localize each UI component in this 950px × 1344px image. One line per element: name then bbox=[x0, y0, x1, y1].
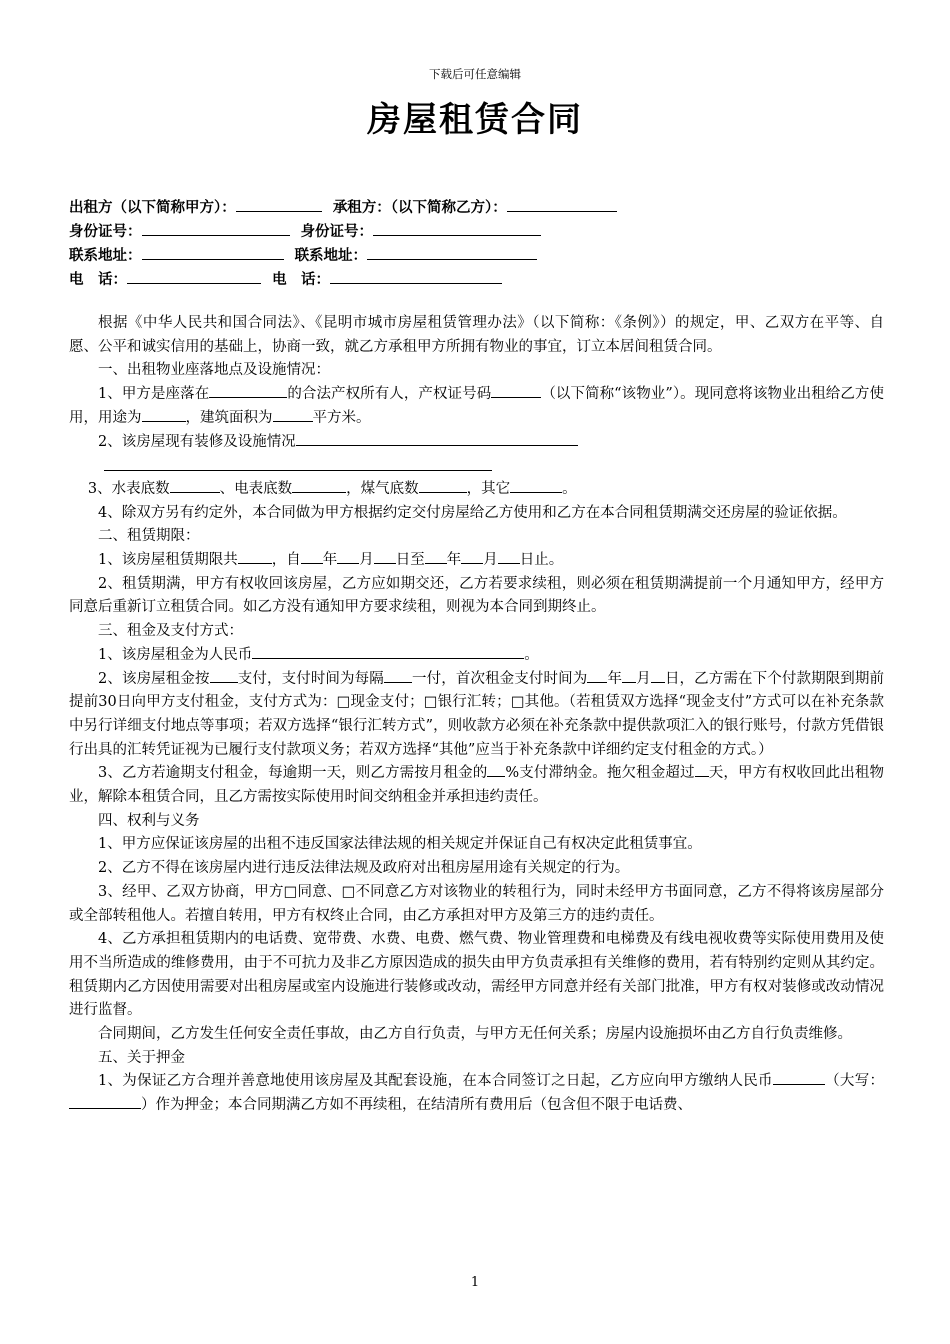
section-1-item-4: 4、除双方另有约定外，本合同做为甲方根据约定交付房屋给乙方使用和乙方在本合同租赁期满交还房屋的验证依据。 bbox=[98, 504, 847, 521]
section-2-heading: 二、租赁期限： bbox=[98, 528, 200, 545]
section-4-item-2: 2、乙方不得在该房屋内进行违反法律法规及政府对出租房屋用途有关规定的行为。 bbox=[98, 860, 630, 877]
section-4-item-5: 合同期间，乙方发生任何安全责任事故，由乙方自行负责，与甲方无任何关系；房屋内设施损坏由乙方自行负责维修。 bbox=[98, 1026, 852, 1043]
start-year-blank[interactable] bbox=[301, 549, 323, 564]
id-a-label: 身份证号： bbox=[69, 223, 142, 240]
section-3-item-2: 2、该房屋租金按 支付，支付时间为每隔 一付，首次租金支付时间为 年 月 日，乙方需在下个付款期限到期前提前30日向甲方支付租金，支付方式为：□现金支付；□银行汇转；□其他。（若租赁双方选择“现金支付”方式可以在补充条款中另行详细支付地点等事项；若双方选择“银行汇转方式”，则收款方必须在补充条款中提供款项汇入的银行账号，付款方凭借银行出具的汇转凭证视为已履行支付款项义务；若双方选择“其他”应当于补充条款中详细约定支付租金的方式。） bbox=[69, 668, 884, 763]
id-a-blank[interactable] bbox=[142, 221, 290, 236]
section-2-item-1: 1、该房屋租赁期限共 ，自 年 月 日至 年 月 日止。 bbox=[69, 549, 884, 573]
location-blank[interactable] bbox=[209, 383, 287, 398]
facilities-blank[interactable] bbox=[296, 431, 578, 446]
section-5-item-1: 1、为保证乙方合理并善意地使用该房屋及其配套设施，在本合同签订之日起，乙方应向甲方缴纳人民币 （大写：）作为押金；本合同期满乙方如不再续租，在结清所有费用后（包含但不限于电话费、 bbox=[69, 1070, 884, 1117]
tel-a-label: 电 话： bbox=[69, 271, 127, 288]
late-fee-rate-blank[interactable] bbox=[487, 762, 505, 777]
lessee-label: 承租方：（以下简称乙方）： bbox=[332, 199, 507, 216]
section-4-item-1: 1、甲方应保证该房屋的出租不违反国家法律法规的相关规定并保证自己有权决定此租赁事宜。 bbox=[98, 836, 702, 853]
start-day-blank[interactable] bbox=[374, 549, 396, 564]
pay-unit-blank[interactable] bbox=[210, 668, 238, 683]
deed-number-blank[interactable] bbox=[491, 383, 541, 398]
usage-blank[interactable] bbox=[142, 407, 186, 422]
addr-a-label: 联系地址： bbox=[69, 247, 142, 264]
rent-amount-blank[interactable] bbox=[252, 644, 524, 659]
party-line-phone bbox=[69, 268, 502, 289]
section-1-item-2: 2、该房屋现有装修及设施情况 bbox=[69, 431, 884, 455]
id-b-label: 身份证号： bbox=[300, 223, 374, 240]
header-note: 下载后可任意编辑 bbox=[429, 67, 521, 81]
section-3-item-3: 3、乙方若逾期支付租金，每逾期一天，则乙方需按月租金的 %支付滞纳金。拖欠租金超过 天，甲方有权收回此出租物业，解除本租赁合同，且乙方需按实际使用时间交纳租金并承担违约责任。 bbox=[69, 762, 884, 809]
tel-b-label: 电 话： bbox=[272, 271, 331, 288]
overdue-days-blank[interactable] bbox=[695, 762, 709, 777]
section-3-heading: 三、租金及支付方式： bbox=[98, 623, 243, 640]
other-meter-blank[interactable] bbox=[510, 478, 562, 493]
deposit-words-blank[interactable] bbox=[69, 1094, 141, 1109]
first-pay-month-blank[interactable] bbox=[622, 668, 636, 683]
pay-interval-blank[interactable] bbox=[384, 668, 412, 683]
first-pay-day-blank[interactable] bbox=[651, 668, 665, 683]
electric-meter-blank[interactable] bbox=[292, 478, 346, 493]
tel-a-blank[interactable] bbox=[127, 269, 261, 284]
area-blank[interactable] bbox=[273, 407, 313, 422]
water-meter-blank[interactable] bbox=[170, 478, 220, 493]
lessor-label: 出租方（以下简称甲方）： bbox=[69, 199, 236, 216]
addr-b-blank[interactable] bbox=[367, 245, 537, 260]
lessee-blank[interactable] bbox=[507, 197, 617, 212]
facilities-blank-line-2[interactable] bbox=[69, 454, 884, 478]
section-4-item-4: 4、乙方承担租赁期内的电话费、宽带费、水费、电费、燃气费、物业管理费和电梯费及有线电视收费等实际使用费用及使用不当所造成的维修费用，由于不可抗力及非乙方原因造成的损失由甲方负责承担有关维修的费用，若有特别约定则从其约定。租赁期内乙方因使用需要对出租房屋或室内设施进行装修或改动，需经甲方同意并经有关部门批准，甲方有权对装修或改动情况进行监督。 bbox=[69, 931, 884, 1019]
end-year-blank[interactable] bbox=[425, 549, 447, 564]
section-3-item-1: 1、该房屋租金为人民币 。 bbox=[69, 644, 884, 668]
section-4-item-3: 3、经甲、乙双方协商，甲方□同意、□不同意乙方对该物业的转租行为，同时未经甲方书面同意，乙方不得将该房屋部分或全部转租他人。若擅自转用，甲方有权终止合同，由乙方承担对甲方及第三方的违约责任。 bbox=[69, 883, 884, 924]
deposit-amount-blank[interactable] bbox=[773, 1070, 825, 1085]
section-1-item-3: 3、水表底数 、电表底数 ，煤气底数 ，其它 。 bbox=[69, 478, 884, 502]
id-b-blank[interactable] bbox=[373, 221, 541, 236]
page-number: 1 bbox=[470, 1275, 480, 1290]
party-line-id bbox=[69, 220, 541, 241]
section-1-heading: 一、出租物业座落地点及设施情况： bbox=[98, 362, 330, 379]
addr-b-label: 联系地址： bbox=[294, 247, 368, 264]
tel-b-blank[interactable] bbox=[330, 269, 502, 284]
lessor-blank[interactable] bbox=[236, 197, 322, 212]
party-line-names bbox=[69, 196, 617, 217]
section-4-heading: 四、权利与义务 bbox=[98, 812, 200, 829]
end-day-blank[interactable] bbox=[498, 549, 520, 564]
party-line-address bbox=[69, 244, 537, 265]
contract-body bbox=[69, 312, 884, 1118]
document-title: 房屋租赁合同 bbox=[367, 100, 583, 140]
start-month-blank[interactable] bbox=[337, 549, 359, 564]
section-1-item-1: 1、甲方是座落在 的合法产权所有人，产权证号码 （以下简称“该物业”）。现同意将该物业出租给乙方使用，用途为 ，建筑面积为 平方米。 bbox=[69, 383, 884, 430]
addr-a-blank[interactable] bbox=[142, 245, 284, 260]
intro-paragraph: 根据《中华人民共和国合同法》、《昆明市城市房屋租赁管理办法》（以下简称：《条例》）的规定，甲、乙双方在平等、自愿、公平和诚实信用的基础上，协商一致，就乙方承租甲方所拥有物业的事宜，订立本居间租赁合同。 bbox=[69, 315, 884, 355]
gas-meter-blank[interactable] bbox=[419, 478, 467, 493]
term-blank[interactable] bbox=[238, 549, 272, 564]
first-pay-year-blank[interactable] bbox=[587, 668, 607, 683]
section-5-heading: 五、关于押金 bbox=[98, 1049, 185, 1066]
section-2-item-2: 2、租赁期满，甲方有权收回该房屋，乙方应如期交还，乙方若要求续租，则必须在租赁期满提前一个月通知甲方，经甲方同意后重新订立租赁合同。如乙方没有通知甲方要求续租，则视为本合同到期终止。 bbox=[69, 575, 884, 616]
end-month-blank[interactable] bbox=[461, 549, 483, 564]
